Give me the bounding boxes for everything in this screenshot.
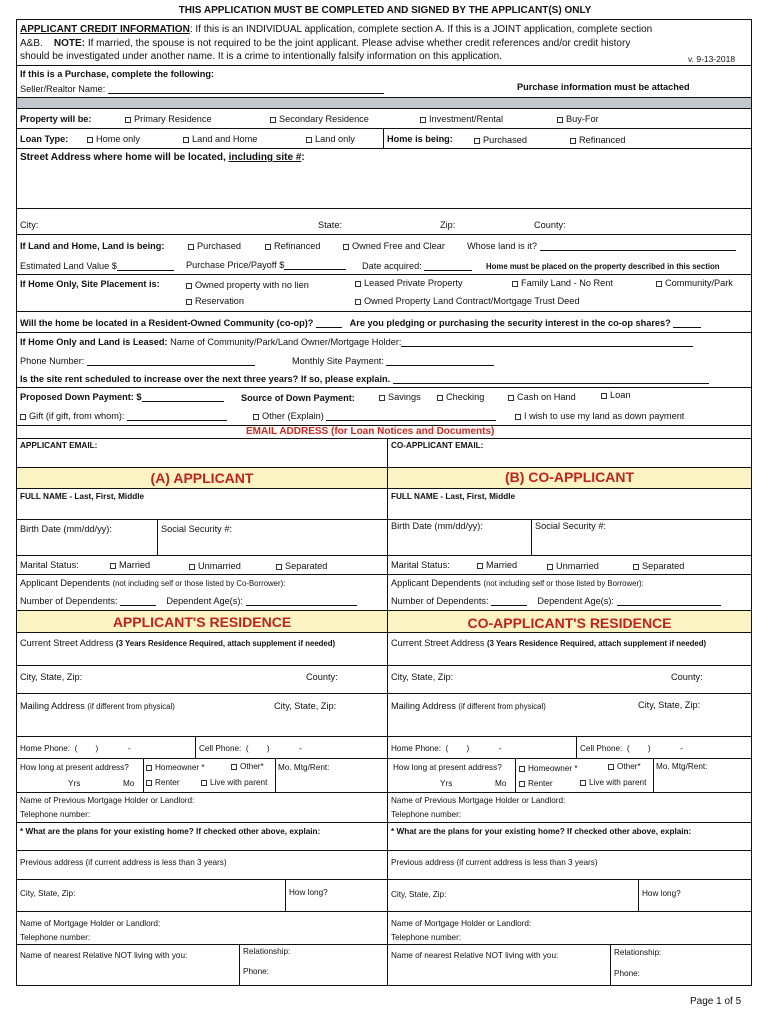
res-b-cell-phone-label: Cell Phone: (580, 744, 623, 753)
res-b-city-label: City, State, Zip: (391, 672, 454, 682)
coop-question-2: Are you pledging or purchasing the security interest in the co-op shares? (349, 318, 671, 328)
date-acquired-label: Date acquired: (362, 261, 422, 271)
res-a-live-parent[interactable]: Live with parent (201, 778, 267, 787)
coapplicant-married[interactable]: Married (477, 560, 517, 570)
source-checking[interactable]: Checking (437, 392, 484, 402)
placed-note: Home must be placed on the property described in this section (486, 262, 720, 271)
applicant-num-dep-label: Number of Dependents: (20, 596, 118, 606)
site-community-park[interactable]: Community/Park (656, 278, 733, 288)
residence-b-header: CO-APPLICANT'S RESIDENCE (467, 615, 672, 631)
res-a-other[interactable]: Other* (231, 762, 264, 771)
loan-type-label: Loan Type: (20, 134, 69, 144)
seller-input[interactable] (108, 84, 384, 94)
whose-land-label: Whose land is it? (467, 241, 537, 251)
form-frame (16, 19, 752, 986)
land-home-label: If Land and Home, Land is being: (20, 241, 165, 251)
zip-label: Zip: (440, 220, 456, 230)
coop-question-1: Will the home be located in a Resident-Owned Community (co-op)? (20, 318, 314, 328)
gift-option[interactable]: Gift (if gift, from whom): (20, 411, 227, 421)
res-a-mo-mtg-label: Mo. Mtg/Rent: (278, 763, 330, 772)
coapplicant-dependents-label: Applicant Dependents (391, 578, 481, 588)
date-acquired-input[interactable] (424, 261, 472, 271)
res-a-plans-label: * What are the plans for your existing home? If checked other above, explain: (20, 827, 321, 836)
home-being-purchased[interactable]: Purchased (474, 135, 527, 145)
land-purchased[interactable]: Purchased (188, 241, 241, 251)
res-a-telephone-label: Telephone number: (20, 810, 91, 819)
res-b-renter[interactable]: Renter (519, 779, 553, 788)
res-a-prev-holder-label: Name of Previous Mortgage Holder or Landlord: (20, 796, 195, 805)
res-b-plans-label: * What are the plans for your existing home? If checked other above, explain: (391, 827, 692, 836)
credit-info-line3: should be investigated under another name. It is a crime to intentionally falsify information on this application. (20, 51, 502, 62)
phone-number-input[interactable] (87, 356, 255, 366)
loan-land-only[interactable]: Land only (306, 134, 355, 144)
applicant-unmarried[interactable]: Unmarried (189, 561, 241, 571)
res-b-rel-phone-label: Phone: (614, 969, 640, 978)
res-a-cell-phone-label: Cell Phone: (199, 744, 242, 753)
down-payment-label: Proposed Down Payment: (20, 392, 134, 402)
home-being-label: Home is being: (387, 134, 453, 144)
source-loan[interactable]: Loan (601, 390, 630, 400)
site-leased-private[interactable]: Leased Private Property (355, 278, 463, 288)
coapplicant-dep-ages-input[interactable] (617, 596, 721, 606)
purchase-attached-note: Purchase information must be attached (517, 82, 690, 92)
applicant-birth-label: Birth Date (mm/dd/yy): (20, 524, 112, 534)
site-owned-no-lien[interactable]: Owned property with no lien (186, 280, 309, 290)
community-label: Name of Community/Park/Land Owner/Mortgage Holder: (170, 337, 402, 347)
monthly-site-label: Monthly Site Payment: (292, 356, 384, 366)
res-b-relationship-label: Relationship: (614, 948, 662, 957)
res-a-rel-phone-label: Phone: (243, 967, 269, 976)
coapplicant-header: (B) CO-APPLICANT (504, 469, 635, 485)
res-a-prev-address-label: Previous address (if current address is less than 3 years) (20, 858, 227, 867)
property-primary[interactable]: Primary Residence (125, 114, 212, 124)
applicant-dep-ages-label: Dependent Age(s): (166, 596, 243, 606)
source-savings[interactable]: Savings (379, 392, 421, 402)
res-b-street-label: Current Street Address (391, 638, 485, 648)
res-a-city-label: City, State, Zip: (20, 672, 83, 682)
res-b-how-long-prev-label: How long? (642, 889, 681, 898)
res-a-mo: Mo (123, 779, 135, 788)
res-a-relationship-label: Relationship: (243, 947, 291, 956)
res-b-mailing-label: Mailing Address (391, 701, 456, 711)
version: v. 9-13-2018 (688, 54, 736, 64)
res-b-other[interactable]: Other* (608, 762, 641, 771)
res-b-yrs: Yrs (440, 779, 453, 788)
gift-input[interactable] (127, 411, 227, 421)
coapplicant-email-label: CO-APPLICANT EMAIL: (391, 441, 484, 450)
credit-info-line2: If married, the spouse is not required to be the joint applicant. Please advise whether credit references and/or credit history (87, 38, 631, 49)
res-a-relative-label: Name of nearest Relative NOT living with you: (20, 951, 188, 960)
street-address-label: Street Address where home will be located, (20, 152, 226, 163)
applicant-email-label: APPLICANT EMAIL: (20, 441, 98, 450)
coapplicant-num-dep-label: Number of Dependents: (391, 596, 489, 606)
res-a-how-long-prev-label: How long? (289, 888, 328, 897)
purchase-price-input[interactable] (284, 260, 346, 270)
gray-divider-1 (17, 97, 751, 108)
coapplicant-ssn-label: Social Security #: (535, 521, 606, 531)
coapplicant-marital-label: Marital Status: (391, 560, 450, 570)
res-b-county-label: County: (671, 672, 703, 682)
email-title: EMAIL ADDRESS (246, 426, 329, 437)
res-a-county-label: County: (306, 672, 338, 682)
rent-increase-input[interactable] (393, 374, 709, 384)
city-label: City: (20, 220, 39, 230)
res-b-prev-city-label: City, State, Zip: (391, 890, 447, 899)
res-a-mailing-label: Mailing Address (20, 701, 85, 711)
res-b-mo-mtg-label: Mo. Mtg/Rent: (656, 762, 708, 771)
applicant-full-name-label: FULL NAME - Last, First, Middle (20, 492, 145, 501)
down-payment-input[interactable] (142, 392, 224, 402)
res-b-relative-label: Name of nearest Relative NOT living with you: (391, 951, 559, 960)
source-cash[interactable]: Cash on Hand (508, 392, 576, 402)
property-buy-for[interactable]: Buy-For (557, 114, 599, 124)
site-land-contract[interactable]: Owned Property Land Contract/Mortgage Trust Deed (355, 296, 580, 306)
note-label: NOTE: (53, 38, 86, 49)
credit-info-title: APPLICANT CREDIT INFORMATION (20, 24, 190, 35)
coapplicant-unmarried[interactable]: Unmarried (547, 561, 599, 571)
res-a-home-phone-label: Home Phone: (20, 744, 71, 753)
res-a-holder-label: Name of Mortgage Holder or Landlord: (20, 919, 161, 928)
community-input[interactable] (401, 337, 693, 347)
loan-home-only[interactable]: Home only (87, 134, 140, 144)
property-secondary[interactable]: Secondary Residence (270, 114, 369, 124)
res-b-home-phone-label: Home Phone: (391, 744, 442, 753)
page-header: THIS APPLICATION MUST BE COMPLETED AND SIGNED BY THE APPLICANT(S) ONLY (178, 5, 592, 16)
applicant-ssn-label: Social Security #: (161, 524, 232, 534)
estimated-value-input[interactable] (117, 261, 174, 271)
home-being-refinanced[interactable]: Refinanced (570, 135, 625, 145)
res-b-holder-tel-label: Telephone number: (391, 933, 462, 942)
loan-land-and-home[interactable]: Land and Home (183, 134, 257, 144)
seller-label: Seller/Realtor Name: (20, 84, 106, 94)
state-label: State: (318, 220, 343, 230)
monthly-site-input[interactable] (386, 356, 494, 366)
property-label: Property will be: (20, 114, 92, 124)
page-number: Page 1 of 5 (690, 996, 742, 1007)
applicant-dep-ages-input[interactable] (246, 596, 357, 606)
applicant-separated[interactable]: Separated (276, 561, 327, 571)
property-investment[interactable]: Investment/Rental (420, 114, 503, 124)
coapplicant-dep-ages-label: Dependent Age(s): (537, 596, 614, 606)
coapplicant-birth-label: Birth Date (mm/dd/yy): (391, 521, 483, 531)
land-refinanced[interactable]: Refinanced (265, 241, 320, 251)
leased-label: If Home Only and Land is Leased: (20, 337, 168, 347)
including-site: including site # (228, 152, 302, 163)
res-a-prev-city-label: City, State, Zip: (20, 889, 76, 898)
res-b-prev-address-label: Previous address (if current address is less than 3 years) (391, 858, 598, 867)
rent-increase-question: Is the site rent scheduled to increase over the next three years? If so, please explain. (20, 374, 391, 384)
site-family-land[interactable]: Family Land - No Rent (512, 278, 613, 288)
home-only-label: If Home Only, Site Placement is: (20, 279, 160, 289)
phone-number-label: Phone Number: (20, 356, 85, 366)
credit-info-line1: : If this is an INDIVIDUAL application, complete section A. If this is a JOINT application, complete section (189, 24, 653, 35)
res-a-renter[interactable]: Renter (146, 778, 180, 787)
coapplicant-separated[interactable]: Separated (633, 561, 684, 571)
res-a-how-long-label: How long at present address? (20, 763, 129, 772)
coop-answer-2[interactable] (673, 318, 701, 328)
coapplicant-full-name-label: FULL NAME - Last, First, Middle (391, 492, 516, 501)
res-a-street-label: Current Street Address (20, 638, 114, 648)
other-option[interactable]: Other (Explain) (253, 411, 496, 421)
res-b-homeowner[interactable]: Homeowner * (519, 764, 578, 773)
applicant-dependents-label: Applicant Dependents (20, 578, 110, 588)
credit-info-ab: A&B. (20, 38, 43, 49)
purchase-title: If this is a Purchase, complete the following: (20, 69, 214, 79)
applicant-married[interactable]: Married (110, 560, 150, 570)
res-a-mailing-city-label: City, State, Zip: (274, 701, 337, 711)
res-b-telephone-label: Telephone number: (391, 810, 462, 819)
applicant-num-dep-input[interactable] (120, 596, 156, 606)
coapplicant-num-dep-input[interactable] (491, 596, 527, 606)
other-input[interactable] (326, 411, 496, 421)
res-a-homeowner[interactable]: Homeowner * (146, 763, 205, 772)
source-label: Source of Down Payment: (241, 393, 355, 403)
county-label: County: (534, 220, 566, 230)
res-b-mo: Mo (495, 779, 507, 788)
res-b-mailing-city-label: City, State, Zip: (638, 700, 701, 710)
res-b-prev-holder-label: Name of Previous Mortgage Holder or Landlord: (391, 796, 566, 805)
estimated-value-label: Estimated Land Value $ (20, 261, 117, 271)
residence-a-header: APPLICANT'S RESIDENCE (112, 614, 292, 630)
res-b-live-parent[interactable]: Live with parent (580, 778, 646, 787)
whose-land-input[interactable] (540, 241, 736, 251)
res-a-holder-tel-label: Telephone number: (20, 933, 91, 942)
coop-answer-1[interactable] (316, 318, 342, 328)
email-subtitle: (for Loan Notices and Documents) (331, 426, 495, 437)
res-b-how-long-label: How long at present address? (393, 763, 502, 772)
land-down-option[interactable]: I wish to use my land as down payment (515, 411, 684, 421)
purchase-price-label: Purchase Price/Payoff $ (186, 260, 285, 270)
land-owned-free[interactable]: Owned Free and Clear (343, 241, 445, 251)
applicant-marital-label: Marital Status: (20, 560, 79, 570)
res-a-yrs: Yrs (68, 779, 81, 788)
res-b-holder-label: Name of Mortgage Holder or Landlord: (391, 919, 532, 928)
applicant-header: (A) APPLICANT (150, 470, 254, 486)
site-reservation[interactable]: Reservation (186, 296, 244, 306)
